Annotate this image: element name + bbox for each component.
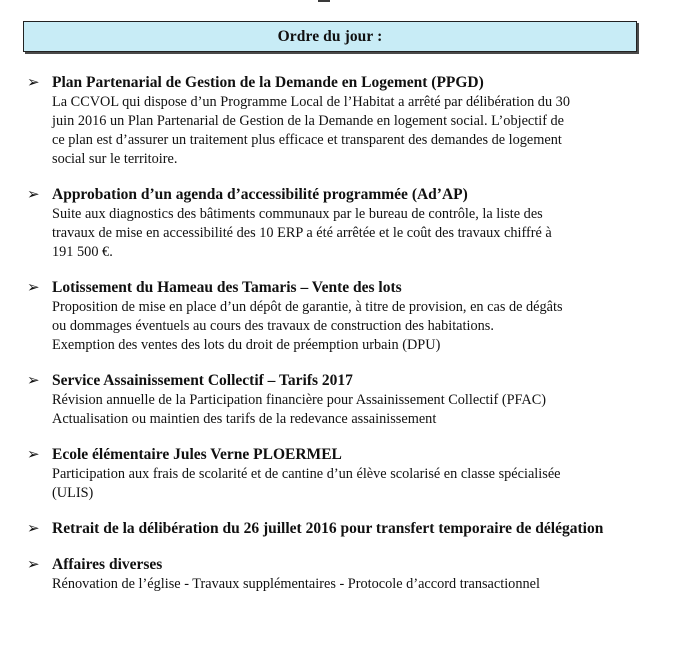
agenda-item-ecole	[27, 445, 632, 503]
agenda-item-title: Plan Partenarial de Gestion de la Demande en Logement (PPGD)	[52, 74, 484, 91]
description-line: ou dommages éventuels au cours des travaux de construction des habitations.	[52, 318, 494, 334]
agenda-header-box	[23, 21, 637, 52]
agenda-item-description	[52, 93, 632, 169]
description-line: Participation aux frais de scolarité et de cantine d’un élève scolarisé en classe spécialisée	[52, 466, 561, 482]
agenda-list	[27, 73, 632, 610]
arrow-bullet-icon: ➢	[27, 557, 40, 573]
agenda-item-retrait	[27, 519, 632, 539]
agenda-item-title: Retrait de la délibération du 26 juillet 2016 pour transfert temporaire de délégation	[52, 520, 604, 537]
agenda-item-description	[52, 575, 632, 594]
arrow-bullet-icon: ➢	[27, 75, 40, 91]
agenda-item-lotissement	[27, 278, 632, 355]
agenda-item-adap	[27, 185, 632, 262]
agenda-item-title: Affaires diverses	[52, 556, 163, 573]
arrow-bullet-icon: ➢	[27, 447, 40, 463]
description-line: 191 500 €.	[52, 244, 113, 260]
agenda-item-assainissement	[27, 371, 632, 429]
agenda-item-description	[52, 205, 632, 262]
agenda-header-title: Ordre du jour :	[277, 27, 383, 45]
description-line: social sur le territoire.	[52, 151, 178, 167]
agenda-item-description	[52, 391, 632, 429]
agenda-item-description	[52, 465, 632, 503]
scan-artifact	[318, 0, 330, 2]
agenda-item-title: Service Assainissement Collectif – Tarifs 2017	[52, 372, 353, 389]
arrow-bullet-icon: ➢	[27, 187, 40, 203]
agenda-item-affaires-diverses	[27, 555, 632, 594]
description-line: La CCVOL qui dispose d’un Programme Local de l’Habitat a arrêté par délibération du 30	[52, 94, 570, 110]
description-line: Actualisation ou maintien des tarifs de la redevance assainissement	[52, 411, 437, 427]
agenda-item-title: Ecole élémentaire Jules Verne PLOERMEL	[52, 446, 342, 463]
arrow-bullet-icon: ➢	[27, 280, 40, 296]
description-line: juin 2016 un Plan Partenarial de Gestion de la Demande en logement social. L’objectif de	[52, 113, 565, 129]
description-line: travaux de mise en accessibilité des 10 ERP a été arrêtée et le coût des travaux chiffré à	[52, 225, 552, 241]
description-line: Exemption des ventes des lots du droit de préemption urbain (DPU)	[52, 337, 441, 353]
arrow-bullet-icon: ➢	[27, 521, 40, 537]
description-line: ce plan est d’assurer un traitement plus efficace et transparent des demandes de logement	[52, 132, 562, 148]
description-line: Proposition de mise en place d’un dépôt de garantie, à titre de provision, en cas de dégâts	[52, 299, 563, 315]
arrow-bullet-icon: ➢	[27, 373, 40, 389]
agenda-item-title: Approbation d’un agenda d’accessibilité programmée (Ad’AP)	[52, 186, 468, 203]
description-line: Révision annuelle de la Participation financière pour Assainissement Collectif (PFAC)	[52, 392, 547, 408]
agenda-item-ppgd	[27, 73, 632, 169]
agenda-item-description	[52, 298, 632, 355]
description-line: (ULIS)	[52, 485, 94, 501]
description-line: Suite aux diagnostics des bâtiments communaux par le bureau de contrôle, la liste des	[52, 206, 543, 222]
description-line: Rénovation de l’église - Travaux supplémentaires - Protocole d’accord transactionnel	[52, 576, 540, 592]
agenda-item-title: Lotissement du Hameau des Tamaris – Vente des lots	[52, 279, 402, 296]
